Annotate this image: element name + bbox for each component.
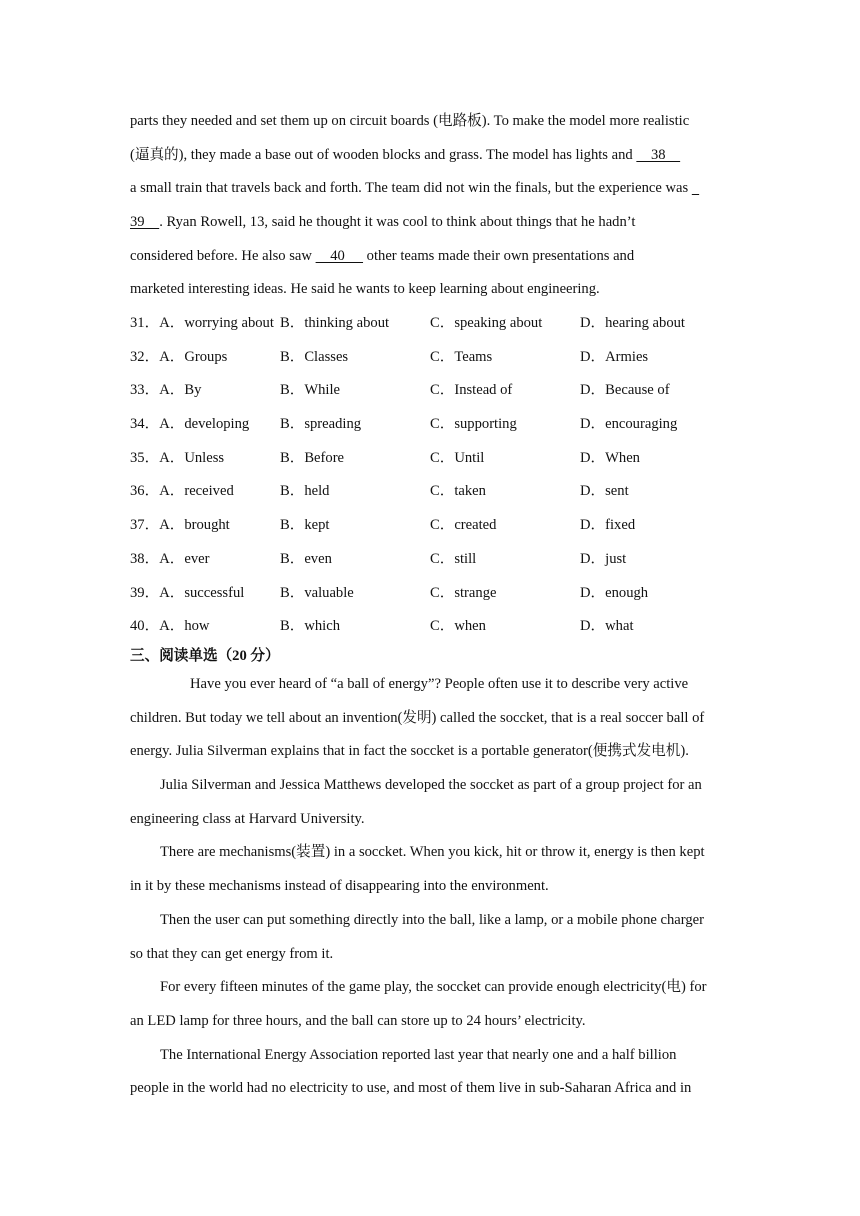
option-a: A．how bbox=[159, 618, 210, 635]
passage-text: marketed interesting ideas. He said he wants to keep learning about engineering. bbox=[130, 281, 600, 298]
question-row bbox=[130, 475, 750, 509]
option-b: B．valuable bbox=[280, 584, 354, 601]
option-c: C．speaking about bbox=[430, 315, 543, 331]
reading-line: in it by these mechanisms instead of disappearing into the environment. bbox=[130, 878, 549, 895]
option-d: D．When bbox=[580, 449, 640, 466]
question-row bbox=[130, 543, 750, 577]
option-c: C．Teams bbox=[430, 348, 493, 365]
question-number-and-option-a bbox=[130, 509, 230, 543]
answer-blank: 40 bbox=[315, 247, 364, 264]
question-number-and-option-a bbox=[130, 307, 274, 341]
question-number: 37． bbox=[130, 517, 160, 534]
reading-line: Then the user can put something directly into the ball, like a lamp, or a mobile phone charger bbox=[160, 911, 704, 928]
reading-line: an LED lamp for three hours, and the ball can store up to 24 hours’ electricity. bbox=[130, 1012, 586, 1029]
cloze-passage-continuation bbox=[130, 105, 730, 307]
option-b: B．which bbox=[280, 618, 340, 635]
question-number-and-option-a bbox=[130, 374, 201, 408]
option-c: C．supporting bbox=[430, 416, 517, 433]
option-c: C．Instead of bbox=[430, 382, 513, 399]
reading-line: Julia Silverman and Jessica Matthews developed the soccket as part of a group project for an bbox=[160, 777, 702, 794]
question-row bbox=[130, 374, 750, 408]
cloze-options-list bbox=[130, 307, 750, 644]
option-c: C．when bbox=[430, 618, 486, 635]
passage-text: parts they needed and set them up on circuit boards (电路板). To make the model more realistic bbox=[130, 113, 690, 129]
question-number: 38． bbox=[130, 550, 160, 567]
option-c: C．Until bbox=[430, 449, 485, 466]
passage-text: a small train that travels back and forth. The team did not win the finals, but the experience was bbox=[130, 180, 692, 197]
reading-line: energy. Julia Silverman explains that in fact the soccket is a portable generator(便携式发电机). bbox=[130, 743, 689, 760]
question-number-and-option-a bbox=[130, 543, 209, 577]
option-a: A．developing bbox=[159, 416, 250, 433]
reading-line: children. But today we tell about an invention(发明) called the soccket, that is a real soccer ball of bbox=[130, 709, 705, 726]
option-a: A．successful bbox=[159, 584, 245, 601]
option-d: D．sent bbox=[580, 483, 629, 500]
option-a: A．ever bbox=[159, 550, 210, 567]
question-row bbox=[130, 509, 750, 543]
passage-line bbox=[130, 240, 730, 274]
question-row bbox=[130, 610, 750, 644]
question-number-and-option-a bbox=[130, 577, 244, 611]
reading-line: The International Energy Association reported last year that nearly one and a half billion bbox=[160, 1046, 677, 1063]
option-a: A．brought bbox=[159, 517, 230, 534]
question-number-and-option-a bbox=[130, 408, 249, 442]
option-b: B．kept bbox=[280, 517, 330, 534]
option-b: B．even bbox=[280, 550, 332, 567]
passage-text: . Ryan Rowell, 13, said he thought it was cool to think about things that he hadn’t bbox=[159, 214, 636, 231]
passage-text: considered before. He also saw bbox=[130, 247, 316, 264]
option-c: C．taken bbox=[430, 483, 486, 500]
question-number-and-option-a bbox=[130, 475, 234, 509]
reading-line: There are mechanisms(装置) in a soccket. When you kick, hit or throw it, energy is then kept bbox=[160, 844, 705, 861]
question-number: 32． bbox=[130, 348, 160, 365]
option-b: B．spreading bbox=[280, 416, 362, 433]
option-c: C．still bbox=[430, 550, 477, 567]
question-number: 35． bbox=[130, 449, 160, 466]
reading-line: Have you ever heard of “a ball of energy”? People often use it to describe very active bbox=[190, 676, 689, 692]
question-row bbox=[130, 408, 750, 442]
option-b: B．held bbox=[280, 483, 330, 500]
option-b: B．While bbox=[280, 382, 340, 399]
question-number: 39． bbox=[130, 584, 160, 601]
question-number: 31． bbox=[130, 315, 160, 331]
question-row bbox=[130, 341, 750, 375]
question-number: 36． bbox=[130, 483, 160, 500]
question-number: 40． bbox=[130, 618, 160, 635]
question-number: 33． bbox=[130, 382, 160, 399]
question-row bbox=[130, 442, 750, 476]
option-b: B．thinking about bbox=[280, 315, 390, 331]
reading-line: engineering class at Harvard University. bbox=[130, 810, 365, 827]
passage-line bbox=[130, 206, 730, 240]
question-number-and-option-a bbox=[130, 341, 227, 375]
option-d: D．Armies bbox=[580, 348, 649, 365]
reading-line: For every fifteen minutes of the game play, the soccket can provide enough electricity(电) for bbox=[160, 979, 707, 996]
option-a: A．received bbox=[159, 483, 234, 500]
question-number: 34． bbox=[130, 416, 160, 433]
answer-blank: 38 bbox=[636, 146, 681, 163]
question-row bbox=[130, 577, 750, 611]
option-d: D．what bbox=[580, 618, 634, 635]
option-c: C．strange bbox=[430, 584, 497, 601]
option-d: D．Because of bbox=[580, 382, 670, 399]
option-d: D．enough bbox=[580, 584, 649, 601]
option-b: B．Before bbox=[280, 449, 345, 466]
answer-blank bbox=[692, 180, 699, 196]
option-a: A．worrying about bbox=[159, 315, 274, 331]
option-a: A．Unless bbox=[159, 449, 225, 466]
passage-line bbox=[130, 172, 730, 206]
question-number-and-option-a bbox=[130, 442, 224, 476]
passage-text: other teams made their own presentations and bbox=[363, 247, 635, 264]
reading-line: people in the world had no electricity to use, and most of them live in sub-Saharan Africa and in bbox=[130, 1080, 692, 1097]
section-heading-reading: 三、阅读单选（20 分） bbox=[130, 648, 280, 664]
passage-line bbox=[130, 139, 730, 173]
passage-line bbox=[130, 105, 730, 139]
reading-line: so that they can get energy from it. bbox=[130, 945, 334, 962]
option-a: A．Groups bbox=[159, 348, 228, 365]
reading-passage bbox=[130, 668, 730, 1106]
question-number-and-option-a bbox=[130, 610, 209, 644]
passage-text: (逼真的), they made a base out of wooden blocks and grass. The model has lights and bbox=[130, 146, 637, 163]
option-b: B．Classes bbox=[280, 348, 349, 365]
option-d: D．just bbox=[580, 550, 627, 567]
answer-blank: 39 bbox=[130, 214, 160, 231]
option-d: D．fixed bbox=[580, 517, 636, 534]
question-row bbox=[130, 307, 750, 341]
option-d: D．hearing about bbox=[580, 315, 685, 331]
option-c: C．created bbox=[430, 517, 497, 534]
option-a: A．By bbox=[159, 382, 202, 399]
passage-line bbox=[130, 273, 730, 307]
option-d: D．encouraging bbox=[580, 416, 678, 433]
